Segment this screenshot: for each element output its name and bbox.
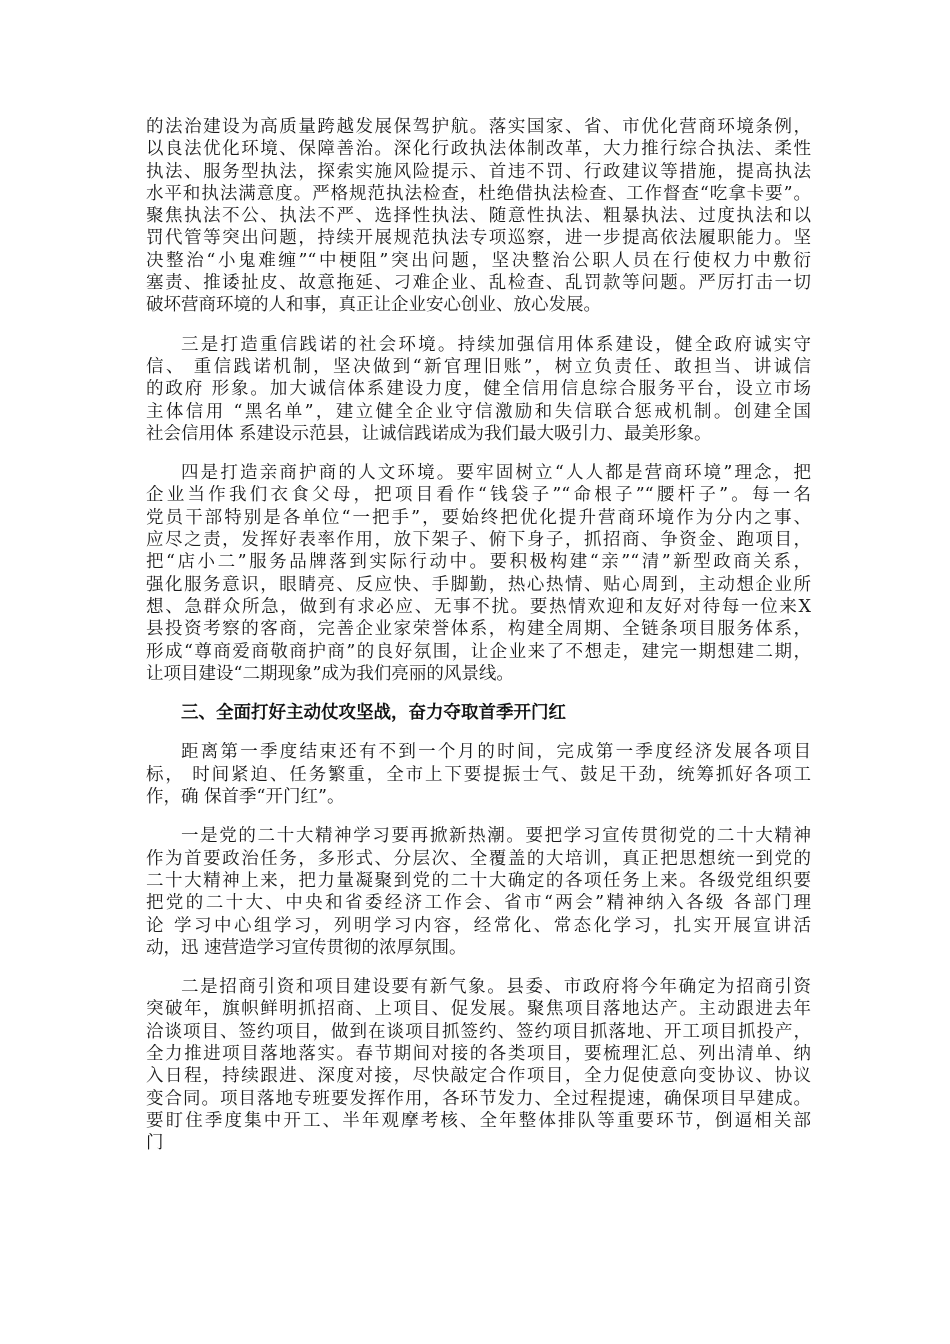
paragraph-line: 的政府 形象。加大诚信体系建设力度，健全信用信息综合服务平台，设立市场 — [146, 379, 811, 400]
paragraph-line: 形成“尊商爱商敬商护商”的良好氛围，让企业来了不想走，建完一期想建二期， — [146, 641, 811, 662]
paragraph-line: 塞责、推诿扯皮、故意拖延、刁难企业、乱检查、乱罚款等问题。严厉打击一切 — [146, 273, 811, 294]
body-paragraph — [146, 462, 811, 685]
paragraph-line: 的法治建设为高质量跨越发展保驾护航。落实国家、省、市优化营商环境条例， — [146, 117, 811, 137]
paragraph-line: 聚焦执法不公、执法不严、选择性执法、随意性执法、粗暴执法、过度执法和以 — [146, 206, 811, 227]
paragraph-line: 信、 重信践诺机制，坚决做到“新官理旧账”，树立负责任、敢担当、讲诚信 — [146, 356, 811, 377]
paragraph-line: 四是打造亲商护商的人文环境。要牢固树立“人人都是营商环境”理念，把 — [181, 463, 811, 484]
body-paragraph — [146, 116, 811, 317]
paragraph-line: 应尽之责，发挥好表率作用，放下架子、俯下身子，抓招商、争资金、跑项目， — [146, 530, 811, 551]
body-paragraph — [146, 741, 811, 808]
document-body — [146, 116, 811, 1171]
paragraph-line: 作为首要政治任务，多形式、分层次、全覆盖的大培训，真正把思想统一到党的 — [146, 848, 811, 869]
paragraph-line: 距离第一季度结束还有不到一个月的时间，完成第一季度经济发展各项目 — [181, 742, 811, 763]
paragraph-line: 把党的二十大、中央和省委经济工作会、省市“两会”精神纳入各级 各部门理 — [146, 893, 811, 914]
paragraph-line: 执法、服务型执法，探索实施风险提示、首违不罚、行政建议等措施，提高执法 — [146, 161, 811, 182]
paragraph-line: 变合同。项目落地专班要发挥作用，各环节发力、全过程提速，确保项目早建成。 — [146, 1088, 811, 1109]
paragraph-line: 门 — [146, 1133, 164, 1154]
paragraph-line: 全力推进项目落地落实。春节期间对接的各类项目，要梳理汇总、列出清单、纳 — [146, 1043, 811, 1064]
paragraph-line: 以良法优化环境、保障善治。深化行政执法体制改革，大力推行综合执法、柔性 — [146, 139, 811, 160]
paragraph-line: 县投资考察的客商，完善企业家荣誉体系，构建全周期、全链条项目服务体系， — [146, 619, 811, 640]
paragraph-line: 洽谈项目、签约项目，做到在谈项目抓签约、签约项目抓落地、开工项目抓投产， — [146, 1021, 811, 1042]
body-paragraph — [146, 976, 811, 1154]
paragraph-line: 党员干部特别是各单位“一把手”，要始终把优化提升营商环境作为分内之事、 — [146, 507, 811, 528]
paragraph-line: 二十大精神上来，把力量凝聚到党的二十大确定的各项任务上来。各级党组织要 — [146, 870, 811, 891]
paragraph-line: 破坏营商环境的人和事，真正让企业安心创业、放心发展。 — [146, 295, 601, 316]
paragraph-line: 动，迅 速营造学习宣传贯彻的浓厚氛围。 — [146, 937, 467, 958]
paragraph-line: 决整治“小鬼难缠”“中梗阻”突出问题，坚决整治公职人员在行使权力中敷衍 — [146, 250, 811, 271]
paragraph-line: 水平和执法满意度。严格规范执法检查，杜绝借执法检查、工作督查“吃拿卡要”。 — [146, 183, 811, 204]
section-heading: 三、全面打好主动仗攻坚战，奋力夺取首季开门红 — [181, 703, 566, 724]
paragraph-line: 入日程，持续跟进、深度对接，尽快敲定合作项目，全力促使意向变协议、协议 — [146, 1066, 811, 1087]
paragraph-line: 企业当作我们衣食父母，把项目看作“钱袋子”“命根子”“腰杆子”。每一名 — [146, 485, 811, 506]
paragraph-line: 想、急群众所急，做到有求必应、无事不扰。要热情欢迎和友好对待每一位来X — [146, 596, 811, 617]
paragraph-line: 一是党的二十大精神学习要再掀新热潮。要把学习宣传贯彻党的二十大精神 — [181, 826, 811, 847]
body-paragraph — [146, 334, 811, 445]
paragraph-line: 让项目建设“二期现象”成为我们亮丽的风景线。 — [146, 663, 514, 684]
paragraph-line: 社会信用体 系建设示范县，让诚信践诺成为我们最大吸引力、最美形象。 — [146, 423, 712, 444]
paragraph-line: 罚代管等突出问题，持续开展规范执法专项巡察，进一步提高依法履职能力。坚 — [146, 228, 811, 249]
body-paragraph — [146, 825, 811, 959]
paragraph-line: 作，确 保首季“开门红”。 — [146, 787, 345, 808]
paragraph-line: 论 学习中心组学习，列明学习内容，经常化、常态化学习，扎实开展宣讲活 — [146, 915, 811, 936]
paragraph-line: 强化服务意识，眼睛亮、反应快、手脚勤，热心热情、贴心周到，主动想企业所 — [146, 574, 811, 595]
paragraph-line: 二是招商引资和项目建设要有新气象。县委、市政府将今年确定为招商引资 — [181, 977, 811, 998]
paragraph-line: 标， 时间紧迫、任务繁重，全市上下要提振士气、鼓足干劲，统筹抓好各项工 — [146, 764, 811, 785]
paragraph-line: 要盯住季度集中开工、半年观摩考核、全年整体排队等重要环节，倒逼相关部 — [146, 1110, 811, 1131]
paragraph-line: 突破年，旗帜鲜明抓招商、上项目、促发展。聚焦项目落地达产。主动跟进去年 — [146, 999, 811, 1020]
paragraph-line: 把“店小二”服务品牌落到实际行动中。要积极构建“亲”“清”新型政商关系， — [146, 552, 811, 573]
paragraph-line: 主体信用 “黑名单”，建立健全企业守信激励和失信联合惩戒机制。创建全国 — [146, 401, 811, 422]
paragraph-line: 三是打造重信践诺的社会环境。持续加强信用体系建设，健全政府诚实守 — [181, 334, 811, 355]
